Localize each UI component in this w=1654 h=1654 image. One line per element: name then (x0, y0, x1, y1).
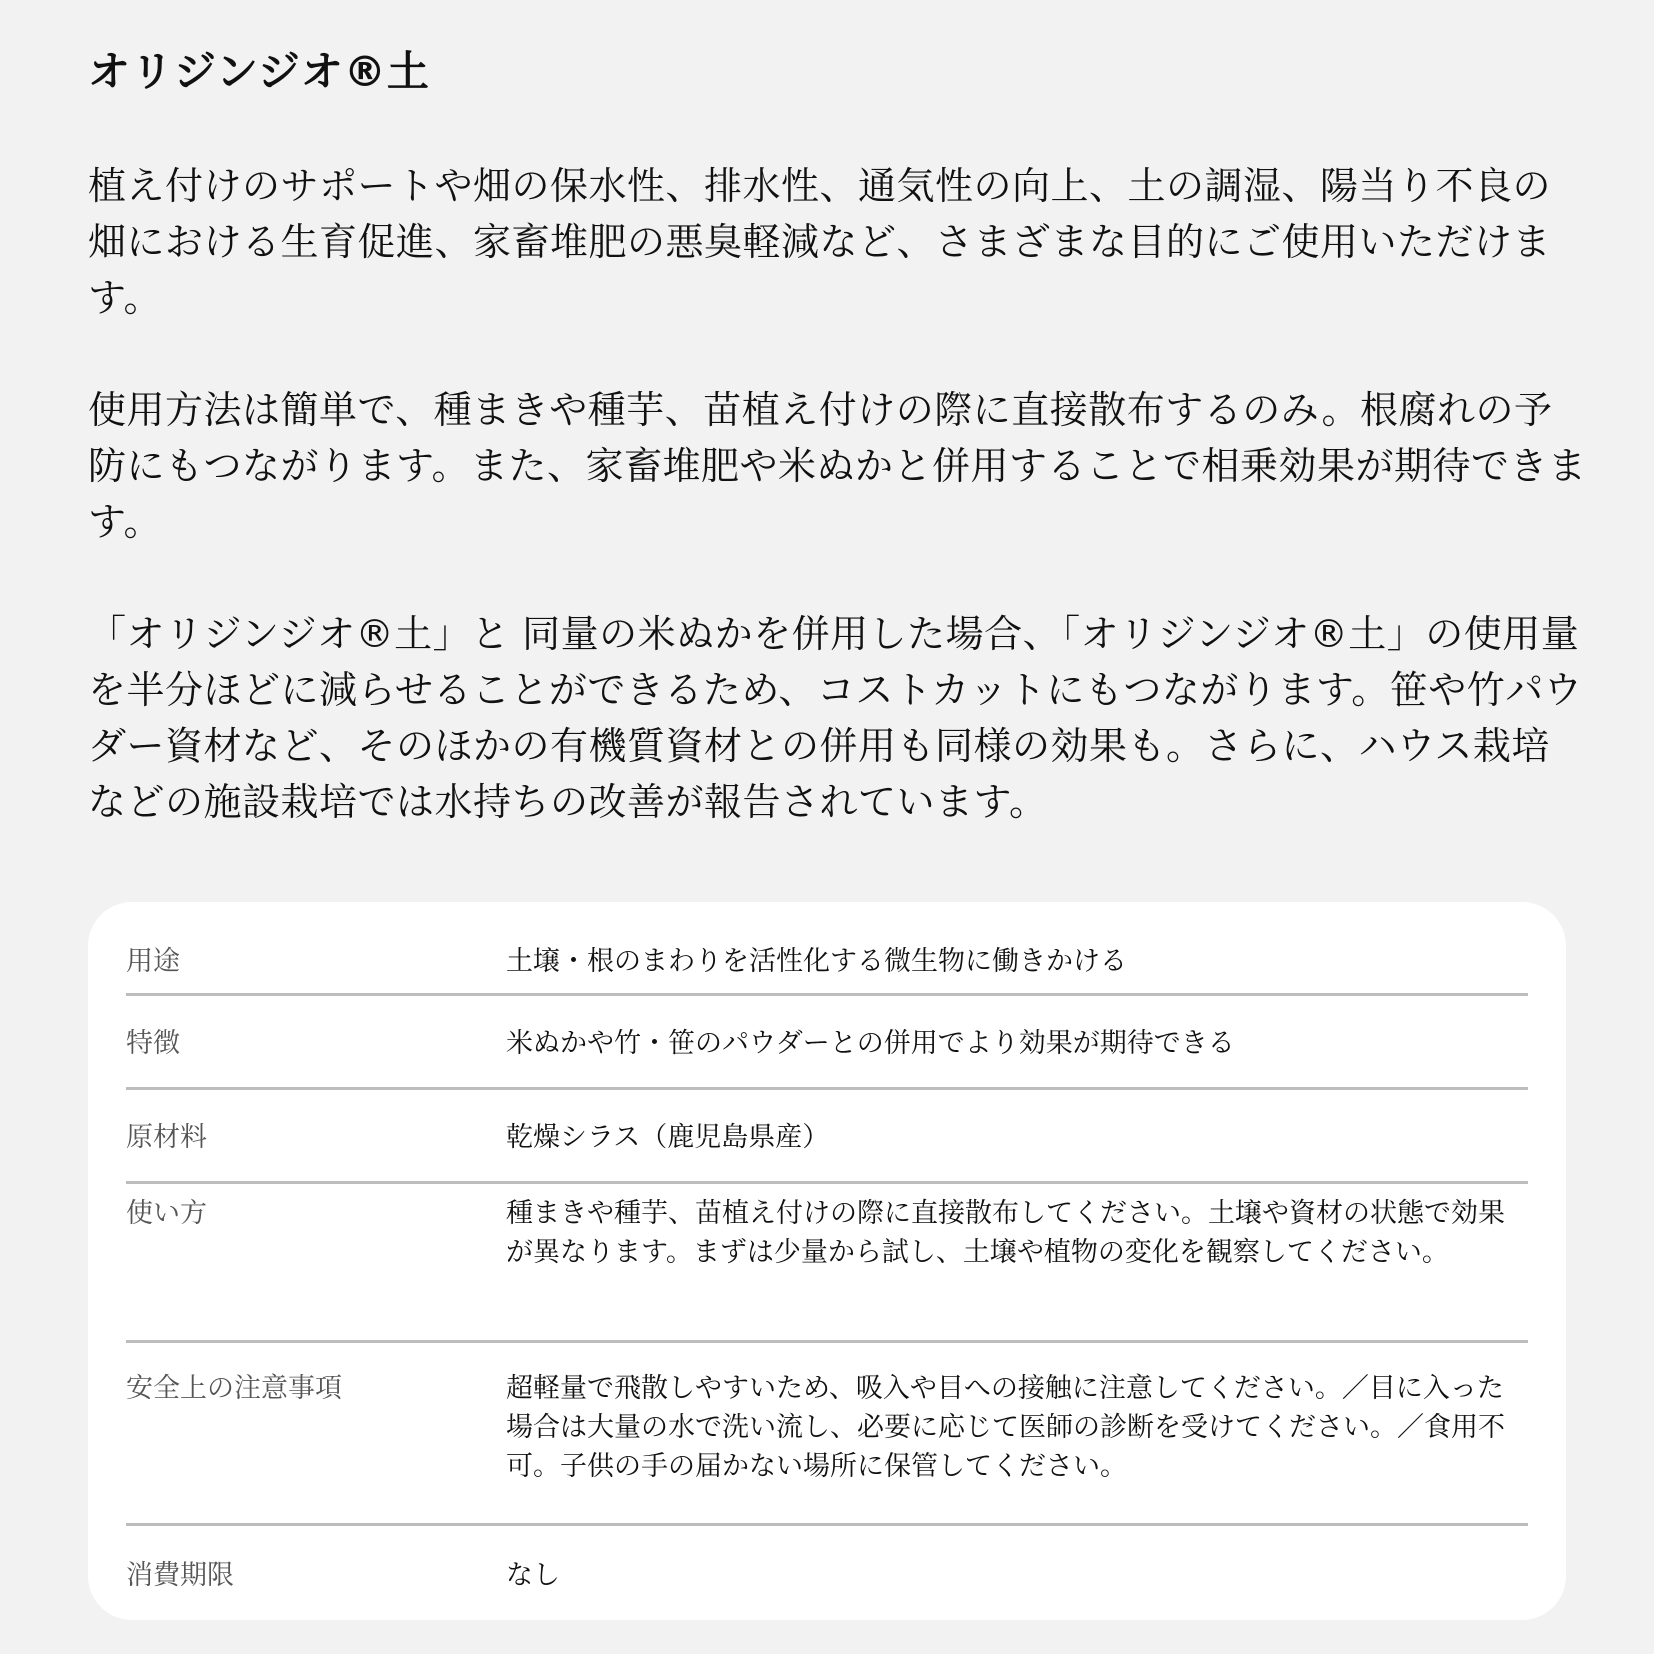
spec-label: 消費期限 (126, 1560, 234, 1591)
spec-value: 超軽量で飛散しやすいため、吸入や目への接触に注意してください。／目に入った場合は大量の水で洗い流し、必要に応じて医師の診断を受けてください。／食用不可。子供の手の届かない場所に保管してください。 (506, 1373, 1505, 1482)
description-paragraph-1: 植え付けのサポートや畑の保水性、排水性、通気性の向上、土の調湿、陽当り不良の畑における生育促進、家畜堆肥の悪臭軽減など、さまざまな目的にご使用いただけます。 (88, 164, 1552, 320)
spec-label: 使い方 (126, 1198, 207, 1229)
spec-value: 米ぬかや竹・笹のパウダーとの併用でより効果が期待できる (506, 1028, 1235, 1059)
spec-label: 原材料 (126, 1122, 207, 1153)
description-paragraph-3: 「オリジンジオ®土」と 同量の米ぬかを併用した場合、「オリジンジオ®土」の使用量を半分ほどに減らせることができるため、コストカットにもつながります。笹や竹パウダー資材など、そのほかの有機質資材との併用も同様の効果も。さらに、ハウス栽培などの施設栽培では水持ちの改善が報告されています。 (88, 612, 1583, 824)
spec-value: 土壌・根のまわりを活性化する微生物に働きかける (506, 946, 1127, 977)
description-paragraph-2: 使用方法は簡単で、種まきや種芋、苗植え付けの際に直接散布するのみ。根腐れの予防にもつながります。また、家畜堆肥や米ぬかと併用することで相乗効果が期待できます。 (88, 388, 1587, 544)
spec-label: 特徴 (126, 1028, 180, 1059)
spec-row-safety (126, 1343, 1528, 1526)
spec-label: 安全上の注意事項 (126, 1373, 342, 1404)
spec-value: 種まきや種芋、苗植え付けの際に直接散布してください。土壌や資材の状態で効果が異なります。まずは少量から試し、土壌や植物の変化を観察してください。 (506, 1198, 1505, 1268)
spec-value: なし (506, 1560, 560, 1591)
spec-label: 用途 (126, 946, 180, 977)
spec-row-features (126, 996, 1528, 1090)
product-title: オリジンジオ®土 (88, 47, 430, 96)
spec-row-expiry (126, 1526, 1528, 1620)
spec-row-usage (126, 920, 1528, 996)
spec-row-how-to-use (126, 1184, 1528, 1343)
spec-table (88, 902, 1566, 1620)
spec-row-ingredients (126, 1090, 1528, 1184)
spec-value: 乾燥シラス（鹿児島県産） (506, 1122, 830, 1153)
product-description (88, 36, 1588, 886)
